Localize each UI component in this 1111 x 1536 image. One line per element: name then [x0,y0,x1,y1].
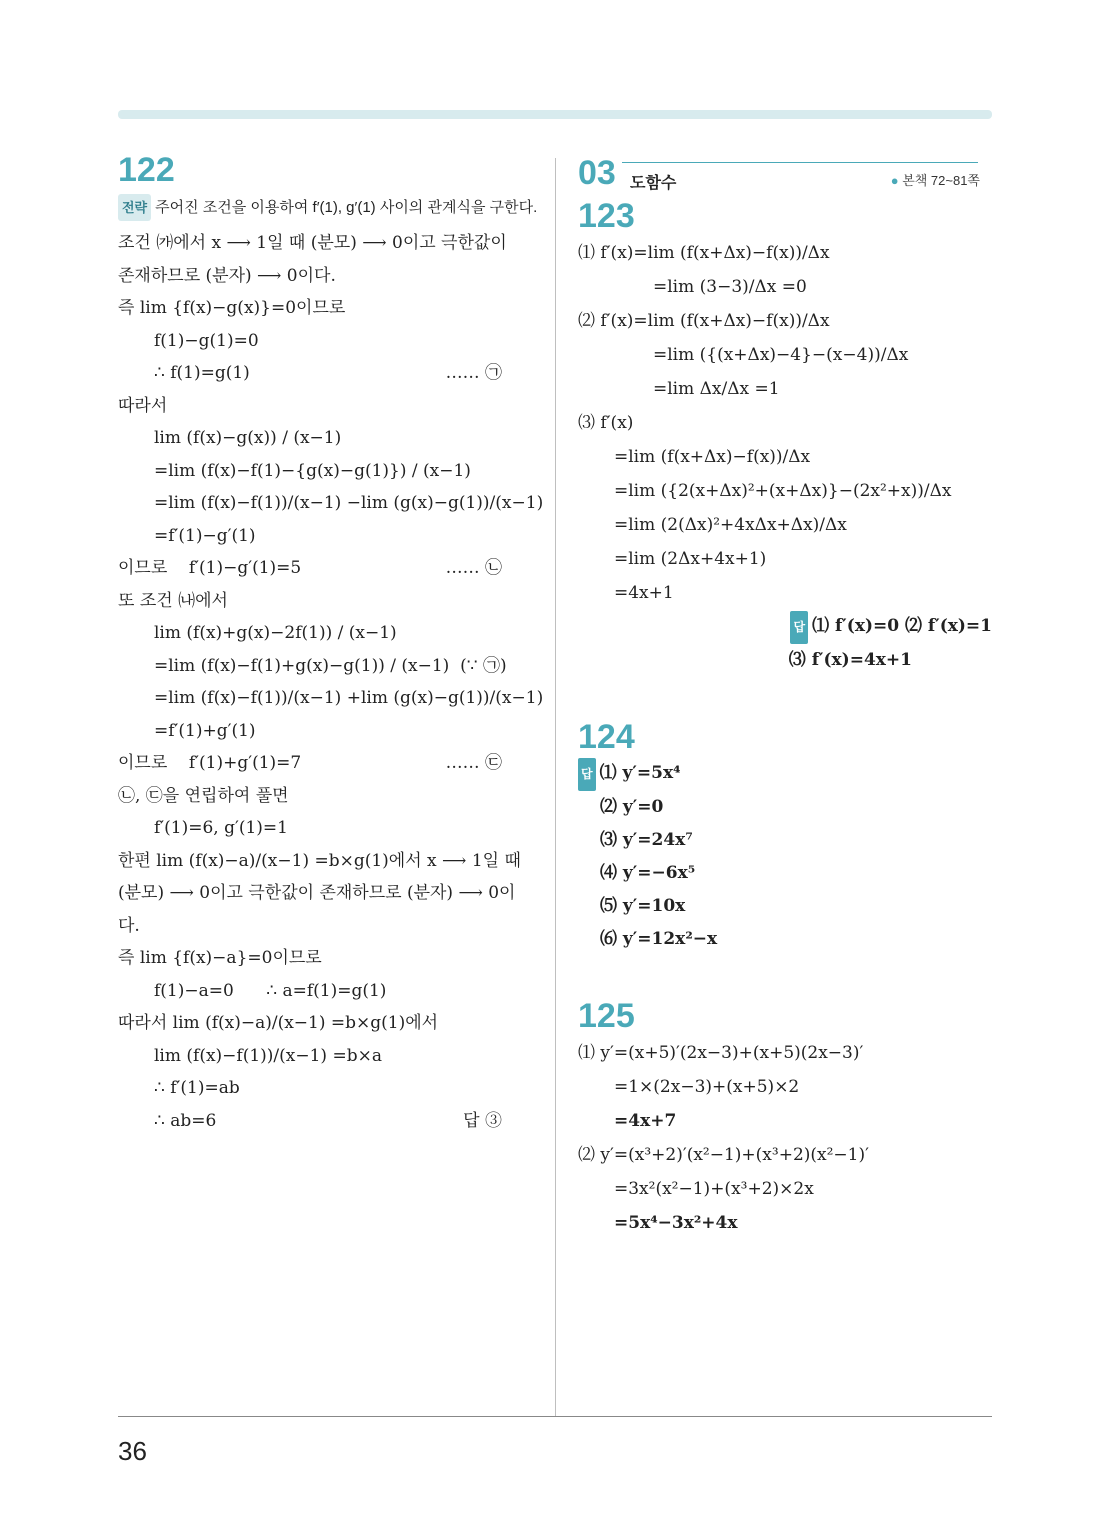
solution-line [578,576,992,610]
solution-line [118,747,538,780]
answer-tag: 답 [578,758,596,791]
solution-line [578,1070,992,1104]
bullet-icon: ● [890,173,903,188]
solution-line-text: =lim (f(x)−f(1)+g(x)−g(1)) / (x−1) (∵ ㉠) [154,655,507,676]
answer-123-line2: ⑶ f′(x)=4x+1 [788,650,912,670]
solution-line [578,508,992,542]
equation-marker: …… ㉢ [445,753,502,773]
solution-line-text: ⑶ f′(x) [578,413,634,433]
solution-line [118,682,544,715]
solution-line-text: =lim (f(x)−f(1)−{g(x)−g(1)}) / (x−1) [154,460,471,481]
solution-line-text: =5x⁴−3x²+4x [614,1213,738,1233]
section-header [578,150,992,196]
solution-line-text: ∴ f(1)=g(1) [154,363,250,383]
solution-line [118,585,538,618]
section-rule [622,162,978,163]
solution-line-text: =lim (f(x)−f(1))/(x−1) −lim (g(x)−g(1))/(x−1) [154,493,544,513]
answer-124-item [578,757,992,791]
solution-line [578,542,992,576]
solution-line-text: =lim (f(x)−f(1))/(x−1) +lim (g(x)−g(1))/(x−1) [154,688,544,708]
solution-line-text: =3x²(x²−1)+(x³+2)×2x [614,1179,814,1199]
solution-line [118,292,538,325]
strategy-tag: 전략 [118,194,151,221]
solution-line-text: f(1)−g(1)=0 [154,330,259,351]
section-reference-text: 본책 72~81쪽 [902,173,980,188]
solution-line-text: 따라서 lim (f(x)−a)/(x−1) =b×g(1)에서 [118,1013,439,1033]
solution-line-text: ⑴ y′=(x+5)′(2x−3)+(x+5)(2x−3)′ [578,1043,864,1063]
solution-line [118,520,538,553]
solution-line-text: 다. [118,915,140,936]
solution-line [578,304,992,338]
solution-line-text: =lim Δx/Δx =1 [653,379,780,399]
solution-line [118,780,538,813]
solution-line-text: =4x+1 [614,583,674,603]
answer-123-line1 [578,610,992,644]
solution-line-text: lim (f(x)−g(x)) / (x−1) [154,428,342,448]
answer-124-text: ⑷ y′=−6x⁵ [600,863,696,883]
solution-line-text: ⑵ f′(x)=lim (f(x+Δx)−f(x))/Δx [578,311,830,331]
solution-line-text: ㉡, ㉢을 연립하여 풀면 [118,785,289,806]
solution-line-text: f(1)−a=0 ∴ a=f(1)=g(1) [154,980,387,1001]
solution-line [118,1105,538,1138]
solution-line-text: 즉 lim {f(x)−g(x)}=0이므로 [118,298,346,318]
problem-number-124: 124 [578,718,635,756]
solution-line [578,1138,992,1172]
answer-124-text: ⑸ y′=10x [600,896,686,916]
solution-125 [578,1036,992,1240]
top-decorative-bar [118,110,992,119]
problem-number: 122 [118,151,175,189]
solution-line [118,812,538,845]
solution-line-text: ⑵ y′=(x³+2)′(x²−1)+(x³+2)(x²−1)′ [578,1145,869,1165]
section-number: 03 [578,154,616,192]
strategy-note [118,194,538,221]
solution-line [118,650,538,683]
problem-number-123: 123 [578,197,635,235]
solution-line-text: =lim (3−3)/Δx =0 [653,277,807,297]
solution-line-text: 조건 ㈎에서 x ⟶ 1일 때 (분모) ⟶ 0이고 극한값이 [118,233,507,253]
solution-line-text: =f′(1)−g′(1) [154,525,256,546]
solution-line [578,1206,992,1240]
solution-line [118,422,538,455]
solution-line-text: f′(1)=6, g′(1)=1 [154,818,288,838]
solution-line-text: =f′(1)+g′(1) [154,720,256,741]
solution-line-text: =4x+7 [614,1111,677,1131]
answer-124-item [578,791,992,824]
solution-line-text: =lim ({(x+Δx)−4}−(x−4))/Δx [653,345,909,365]
equation-marker: …… ㉡ [445,558,502,578]
solution-line-text: 존재하므로 (분자) ⟶ 0이다. [118,265,336,286]
solution-line [578,406,992,440]
solution-line [118,1007,538,1040]
solution-line-text: 한편 lim (f(x)−a)/(x−1) =b×g(1)에서 x ⟶ 1일 때 [118,850,521,871]
solution-line [578,338,992,372]
left-column [118,150,544,1137]
spacer [578,677,992,717]
solution-line-text: (분모) ⟶ 0이고 극한값이 존재하므로 (분자) ⟶ 0이 [118,883,516,903]
solution-line [578,1036,992,1070]
solution-line [118,877,538,910]
solution-line-text: 따라서 [118,395,168,416]
column-divider [555,158,556,1416]
answer-123-text1: ⑴ f′(x)=0 ⑵ f′(x)=1 [812,616,992,636]
answer-124-text: ⑶ y′=24x⁷ [600,830,693,850]
answer-124-item [578,890,992,923]
equation-marker: …… ㉠ [445,363,502,383]
solution-line [118,715,538,748]
solution-line [578,474,992,508]
solution-line-text: 이므로 f′(1)−g′(1)=5 [118,558,302,578]
section-title: 도함수 [630,175,677,192]
solution-line-text: 즉 lim {f(x)−a}=0이므로 [118,948,322,968]
solution-line [118,1072,538,1105]
solution-line-text: 또 조건 ㈏에서 [118,590,228,611]
solution-line-text: =lim ({2(x+Δx)²+(x+Δx)}−(2x²+x))/Δx [614,481,952,501]
solution-line [578,236,992,270]
solution-line [118,1040,538,1073]
solution-line [118,390,538,423]
solution-line [118,260,538,293]
solution-line [578,1104,992,1138]
solution-line [118,487,544,520]
solution-line [118,617,538,650]
solution-line [118,455,538,488]
solution-line-text: lim (f(x)−f(1))/(x−1) =b×a [154,1045,382,1066]
answer-124-item [578,857,992,890]
page-number: 36 [118,1436,147,1466]
section-reference [891,170,980,189]
solution-line [118,910,538,943]
solution-line-text: =lim (2(Δx)²+4xΔx+Δx)/Δx [614,515,847,535]
problem-number-125: 125 [578,997,635,1035]
solution-124 [578,757,992,956]
solution-line-text: =1×(2x−3)+(x+5)×2 [614,1077,800,1097]
solution-line [118,357,538,390]
answer-124-item [578,923,992,956]
solution-line-text: =lim (2Δx+4x+1) [614,549,767,569]
spacer [578,956,992,996]
solution-line [578,1172,992,1206]
answer-124-text: ⑹ y′=12x²−x [600,929,718,949]
solution-line [578,270,992,304]
solution-line-text: ⑴ f′(x)=lim (f(x+Δx)−f(x))/Δx [578,243,830,263]
right-column [578,150,992,1240]
strategy-text: 주어진 조건을 이용하여 f′(1), g′(1) 사이의 관계식을 구한다. [155,199,538,216]
solution-line [118,325,538,358]
equation-marker: 답 ③ [463,1110,502,1131]
solution-line-text: ∴ f′(1)=ab [154,1078,240,1098]
solution-line [118,845,538,878]
solution-line [118,227,538,260]
solution-line [118,552,538,585]
solution-122 [118,227,544,1137]
solution-line [578,440,992,474]
solution-line [578,372,992,406]
solution-line [118,975,538,1008]
solution-line-text: 이므로 f′(1)+g′(1)=7 [118,753,302,773]
answer-124-item [578,824,992,857]
solution-123 [578,236,992,610]
solution-line-text: lim (f(x)+g(x)−2f(1)) / (x−1) [154,623,397,643]
answer-tag: 답 [790,611,808,644]
solution-line-text: ∴ ab=6 [154,1110,217,1131]
solution-line [118,942,538,975]
bottom-rule [118,1416,992,1417]
answer-124-text: ⑴ y′=5x⁴ [599,763,681,783]
answer-124-text: ⑵ y′=0 [600,797,664,817]
solution-line-text: =lim (f(x+Δx)−f(x))/Δx [614,447,811,467]
